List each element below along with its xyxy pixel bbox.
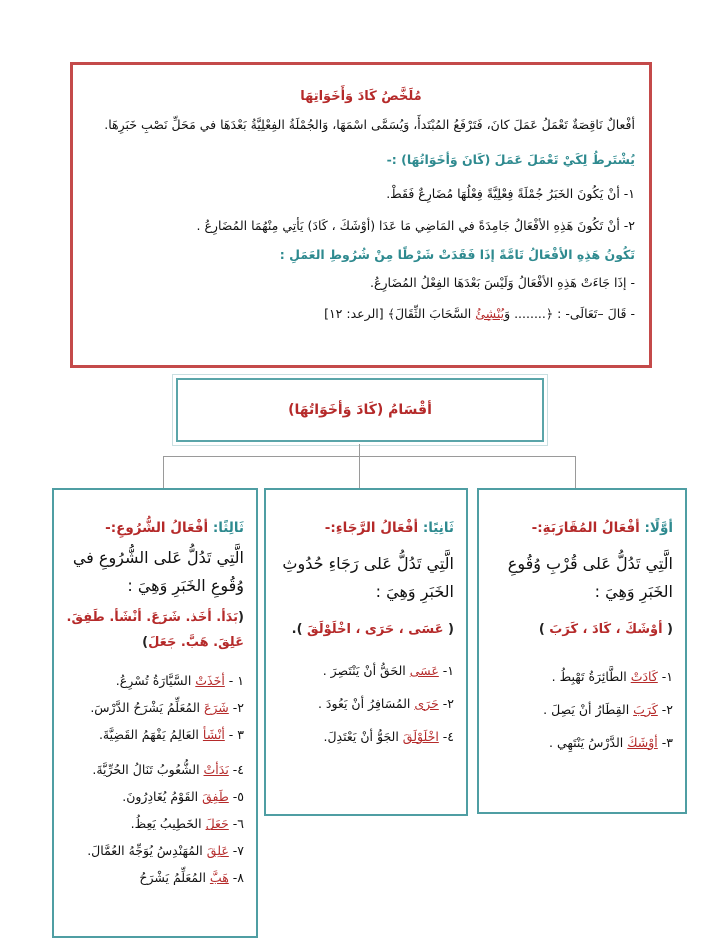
example-item: [278, 663, 454, 678]
complete-title: تَكُونُ هَذِهِ الأفْعَالُ تَامَّةً إذَا فَقَدَتْ شَرْطًا مِنْ شُرُوطِ العَمَلِ :: [279, 247, 635, 263]
connector-stem: [359, 444, 360, 456]
divisions-title: أقْسَامُ (كَادَ وَأخَوَاتُهَا): [288, 402, 432, 418]
column-approximation: [477, 488, 687, 814]
example-item: [66, 727, 244, 742]
example-item: [491, 669, 673, 684]
example-num: ٣ -: [224, 727, 244, 743]
example-rest: المُعَلِّمُ يَشْرَحُ الدَّرْسَ.: [90, 700, 204, 716]
example-verb: حَرَى: [414, 695, 439, 711]
column-verbs: ( أوْشَكَ ، كَادَ ، كَرَبَ ): [538, 622, 673, 637]
column-label: أوَّلًا:: [644, 520, 673, 536]
example-item: [66, 843, 244, 858]
example-num: ٣-: [657, 734, 673, 750]
connector-col-2: [359, 456, 360, 488]
column-verbs: ( عَسَى ، حَرَى ، اخْلَوْلَقَ ).: [291, 622, 454, 637]
example-item: [278, 729, 454, 744]
quote-suffix: السَّحَابَ الثِّقَالَ﴾ [الرعد: ١٢]: [324, 305, 476, 321]
example-num: ٦-: [228, 816, 244, 832]
example-num: ١ -: [224, 673, 244, 689]
quote-prefix: - قَالَ –تَعَالَى- : ﴿........ وَ: [504, 305, 635, 321]
verbs-list: عَسَى ، حَرَى ، اخْلَوْلَقَ: [307, 622, 444, 637]
example-item: [66, 673, 244, 688]
example-rest: الجَوُّ أنْ يَعْتَدِلَ.: [323, 728, 403, 744]
quote-word: يُنْشِئُ: [475, 305, 505, 321]
example-rest: المُسَافِرُ أنْ يَعُودَ .: [317, 695, 415, 711]
example-verb: أنْشَأ: [202, 727, 225, 743]
divisions-box: [176, 378, 544, 442]
example-item: [66, 789, 244, 804]
example-num: ١-: [438, 662, 454, 678]
example-verb: طَفِقَ: [202, 789, 229, 805]
example-rest: المُهَنْدِسُ يُوَجِّهُ العُمَّالَ.: [87, 843, 207, 859]
example-item: [66, 870, 244, 885]
example-num: ٤-: [228, 762, 244, 778]
column-heading: [66, 520, 244, 536]
example-verb: هَبَّ: [209, 870, 229, 886]
example-verb: كَادَتْ: [630, 668, 658, 684]
example-item: [278, 696, 454, 711]
example-item: [491, 702, 673, 717]
example-verb: شَرَعَ: [203, 700, 229, 716]
example-num: ١-: [657, 668, 673, 684]
column-verbs: (بَدَأ. أخَذ. شَرَعَ. أنْشَأ. طَفِقَ. عَلِقَ. هَبَّ. جَعَلَ): [66, 610, 244, 650]
example-verb: بَدَأتْ: [203, 762, 229, 778]
connector-bar: [163, 456, 576, 457]
example-item: [66, 816, 244, 831]
example-num: ٢-: [657, 701, 673, 717]
complete-1: - إذَا جَاءَتْ هَذِهِ الأفْعَالُ وَلَيْسَ بَعْدَهَا الفِعْلُ المُضَارِعُ.: [370, 275, 635, 291]
example-rest: الشُّعُوبُ تَنَالُ الحُرِّيَّةَ.: [92, 762, 204, 778]
example-verb: أوْشَكَ: [627, 734, 658, 750]
column-hope: [264, 488, 468, 816]
summary-intro: أفْعالٌ نَاقِصَةٌ تَعْمَلُ عَمَلَ كانَ، فَتَرْفَعُ المُبْتَدأَ، وَيُسَمَّى اسْمَهَا، وَالجُمْلَةُ الفِعْلِيَّةُ بَعْدَهَا في مَحَلِّ نَصْبِ خَبَرِهَا.: [104, 117, 635, 132]
quran-quote: [87, 305, 635, 323]
example-rest: الحَقُّ أنْ يَنْتَصِرَ .: [322, 662, 410, 678]
example-num: ٥-: [228, 789, 244, 805]
example-num: ٤-: [438, 728, 454, 744]
example-rest: العَالِمُ يَفْهَمُ القَضِيَّةَ.: [98, 727, 203, 743]
column-name: أفْعَالُ المُقَارَبَةِ:-: [531, 520, 645, 536]
example-verb: جَعَلَ: [205, 816, 229, 832]
column-description: الَّتِي تَدُلُّ عَلى قُرْبِ وُقُوعِ الخَبَرِ وَهِيَ :: [507, 554, 673, 601]
example-rest: المُعَلِّمُ يَشْرَحُ: [139, 870, 210, 886]
summary-title: مُلَخَّصُ كَادَ وَأَخَوَاتِهَا: [300, 89, 422, 104]
verbs-list: أوْشَكَ ، كَادَ ، كَرَبَ: [549, 622, 663, 637]
example-verb: عَلِقَ: [206, 843, 229, 859]
column-description: الَّتِي تَدُلُّ عَلى الشُّرُوعِ في وُقُوعِ الخَبَرِ وَهِيَ :: [72, 548, 244, 595]
conditions-title: يُشْتَرطُ لِكَيْ تَعْمَلَ عَمَلَ (كَانَ وَأخَوَاتُهَا) :-: [386, 152, 635, 168]
example-item: [491, 735, 673, 750]
example-rest: الدَّرْسُ يَنْتَهِي .: [549, 734, 628, 750]
column-starting: [52, 488, 258, 938]
example-item: [66, 700, 244, 715]
example-rest: الطَّائِرَةُ تَهْبِطُ .: [551, 668, 631, 684]
column-label: ثَانِيًا:: [422, 520, 454, 536]
verbs-list: بَدَأ. أخَذ. شَرَعَ. أنْشَأ. طَفِقَ. عَلِقَ. هَبَّ. جَعَلَ: [66, 610, 244, 650]
example-verb: أخَذَتْ: [195, 673, 225, 689]
example-rest: القَوْمُ يُغَادِرُونَ.: [122, 789, 203, 805]
example-num: ٧-: [228, 843, 244, 859]
example-rest: الخَطِيبُ يَعِظُ.: [130, 816, 206, 832]
example-verb: اخْلَوْلَقَ: [402, 728, 439, 744]
column-description: الَّتِي تَدُلُّ عَلى رَجَاءِ حُدُوثِ الخَبَرِ وَهِيَ :: [282, 554, 454, 601]
condition-2: ٢- أنْ تَكُونَ هَذِهِ الأفْعَالُ جَامِدَةً في المَاضِي مَا عَدَا (أوْشَكَ ، كَادَ) يَأتِي مِنْهُمَا المُضَارِعُ .: [196, 218, 635, 234]
example-verb: كَرَبَ: [633, 701, 658, 717]
example-item: [66, 762, 244, 777]
example-rest: السَّيَّارَةُ تُسْرِعُ.: [115, 673, 196, 689]
column-name: أفْعَالُ الرَّجَاءِ:-: [324, 520, 423, 536]
summary-box: [70, 62, 652, 368]
example-num: ٢-: [228, 700, 244, 716]
column-heading: [491, 520, 673, 536]
example-verb: عَسَى: [409, 662, 439, 678]
column-label: ثَالِثًا:: [212, 520, 244, 536]
column-heading: [278, 520, 454, 536]
example-num: ٢-: [438, 695, 454, 711]
connector-col-1: [575, 456, 576, 488]
condition-1: ١- أنْ يَكُونَ الخَبَرُ جُمْلَةً فِعْلِيَّةً فِعْلُهَا مُضَارِعٌ فَقَطْ.: [386, 186, 635, 202]
connector-col-3: [163, 456, 164, 488]
example-num: ٨-: [228, 870, 244, 886]
example-rest: القِطَارُ أنْ يَصِلَ .: [543, 701, 634, 717]
column-name: أفْعَالُ الشُّرُوعِ:-: [105, 520, 213, 536]
